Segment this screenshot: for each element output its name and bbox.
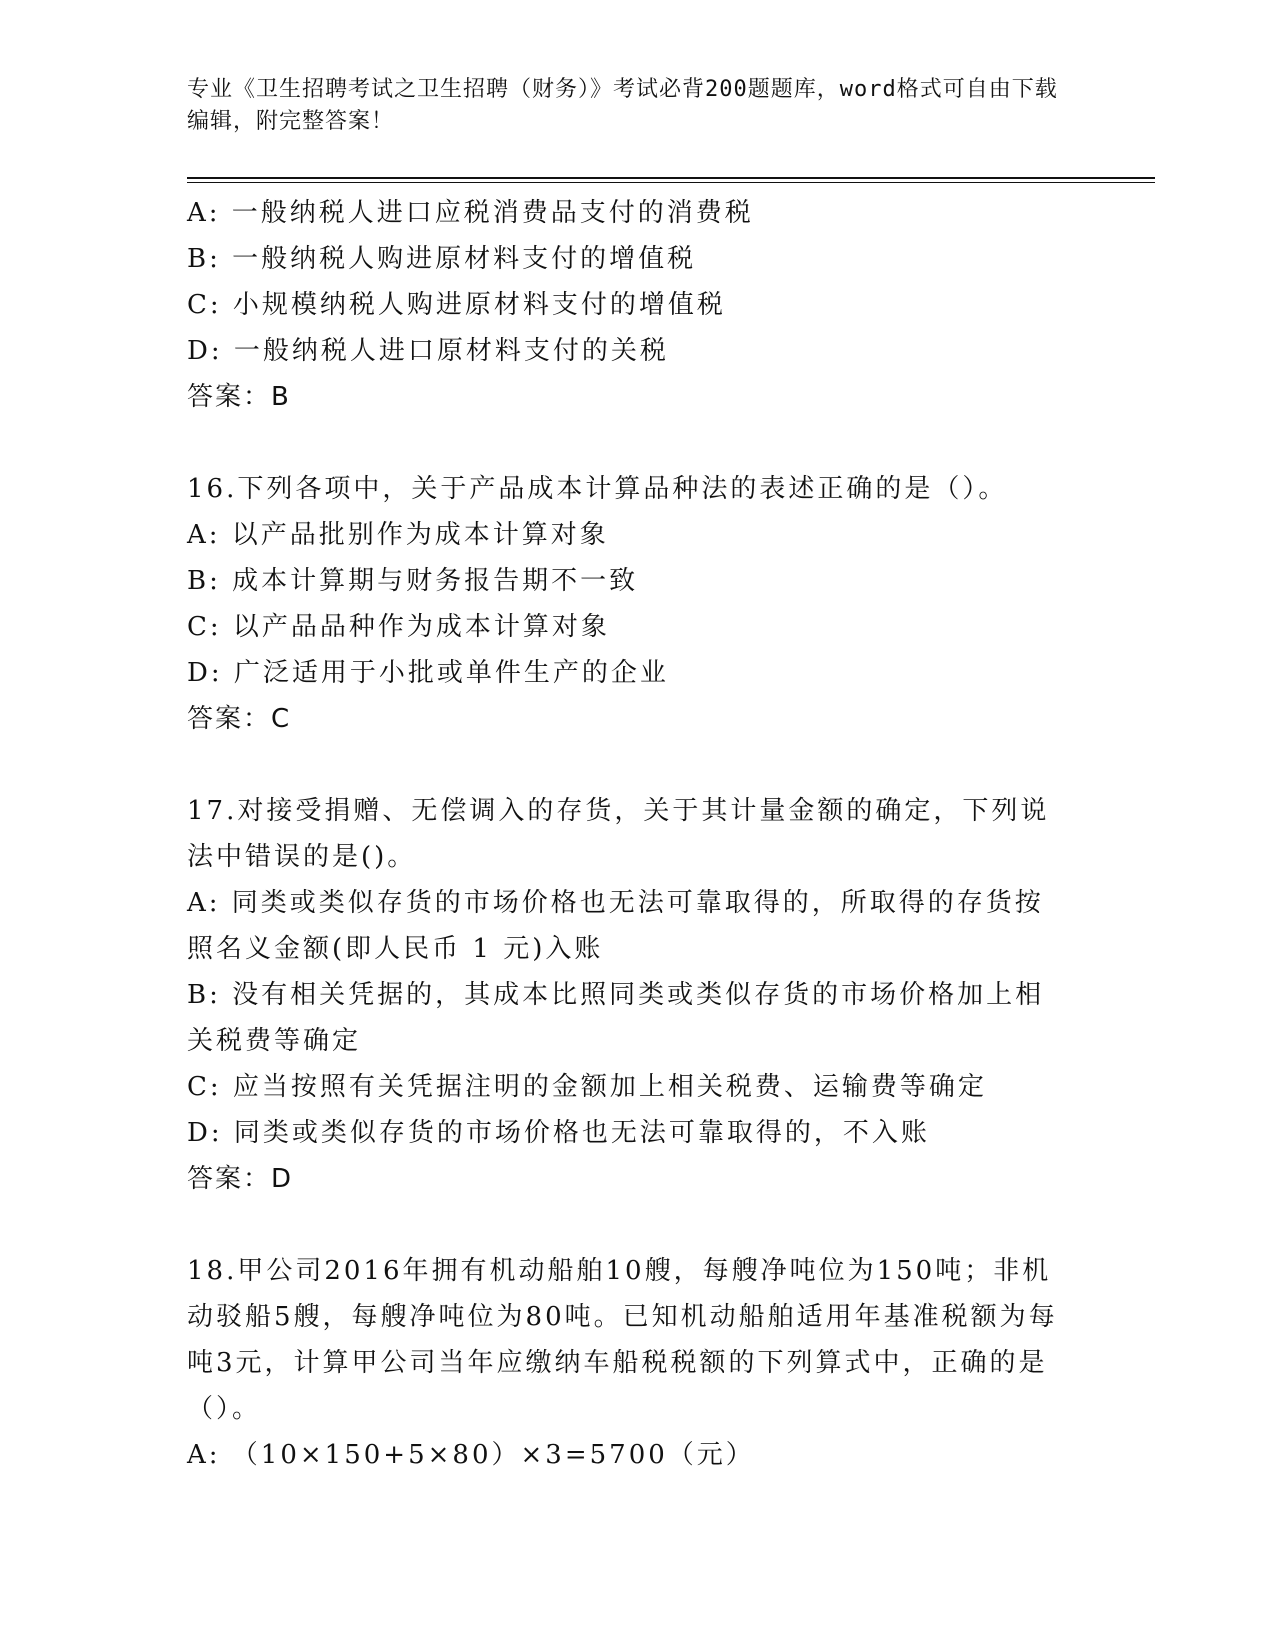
question-list (187, 190, 1072, 1478)
spacer (187, 742, 1072, 788)
option-b: B: 一般纳税人购进原材料支付的增值税 (187, 244, 697, 274)
option-d: D: 广泛适用于小批或单件生产的企业 (187, 658, 669, 688)
option-a: A: 一般纳税人进口应税消费品支付的消费税 (187, 198, 754, 228)
question-stem: 16.下列各项中，关于产品成本计算品种法的表述正确的是（）。 (187, 474, 1008, 504)
option-b: B: 没有相关凭据的，其成本比照同类或类似存货的市场价格加上相关税费等确定 (187, 980, 1045, 1056)
question-17 (187, 788, 1072, 1202)
option-a: A: （10×150+5×80）×3=5700（元） (187, 1440, 755, 1470)
header-divider-thin (187, 182, 1155, 183)
document-header: 专业《卫生招聘考试之卫生招聘（财务）》考试必背200题题库，word格式可自由下载编辑，附完整答案！ (187, 77, 1058, 134)
question-stem: 18.甲公司2016年拥有机动船舶10艘，每艘净吨位为150吨；非机动驳船5艘，每艘净吨位为80吨。已知机动船舶适用年基准税额为每吨3元，计算甲公司当年应缴纳车船税税额的下列算式中，正确的是（）。 (187, 1256, 1058, 1424)
option-c: C: 小规模纳税人购进原材料支付的增值税 (187, 290, 726, 320)
question-15 (187, 190, 1072, 420)
option-a: A: 以产品批别作为成本计算对象 (187, 520, 609, 550)
header-divider-thick (187, 177, 1155, 179)
question-18 (187, 1248, 1072, 1478)
question-stem: 17.对接受捐赠、无偿调入的存货，关于其计量金额的确定，下列说法中错误的是()。 (187, 796, 1050, 872)
answer-line: 答案：C (187, 704, 292, 734)
option-c: C: 应当按照有关凭据注明的金额加上相关税费、运输费等确定 (187, 1072, 987, 1102)
question-16 (187, 466, 1072, 742)
option-a: A: 同类或类似存货的市场价格也无法可靠取得的，所取得的存货按照名义金额(即人民币 1 元)入账 (187, 888, 1044, 964)
option-b: B: 成本计算期与财务报告期不一致 (187, 566, 639, 596)
answer-line: 答案：D (187, 1164, 294, 1194)
spacer (187, 1202, 1072, 1248)
option-d: D: 一般纳税人进口原材料支付的关税 (187, 336, 669, 366)
spacer (187, 420, 1072, 466)
option-d: D: 同类或类似存货的市场价格也无法可靠取得的，不入账 (187, 1118, 930, 1148)
answer-line: 答案：B (187, 382, 291, 412)
option-c: C: 以产品品种作为成本计算对象 (187, 612, 610, 642)
